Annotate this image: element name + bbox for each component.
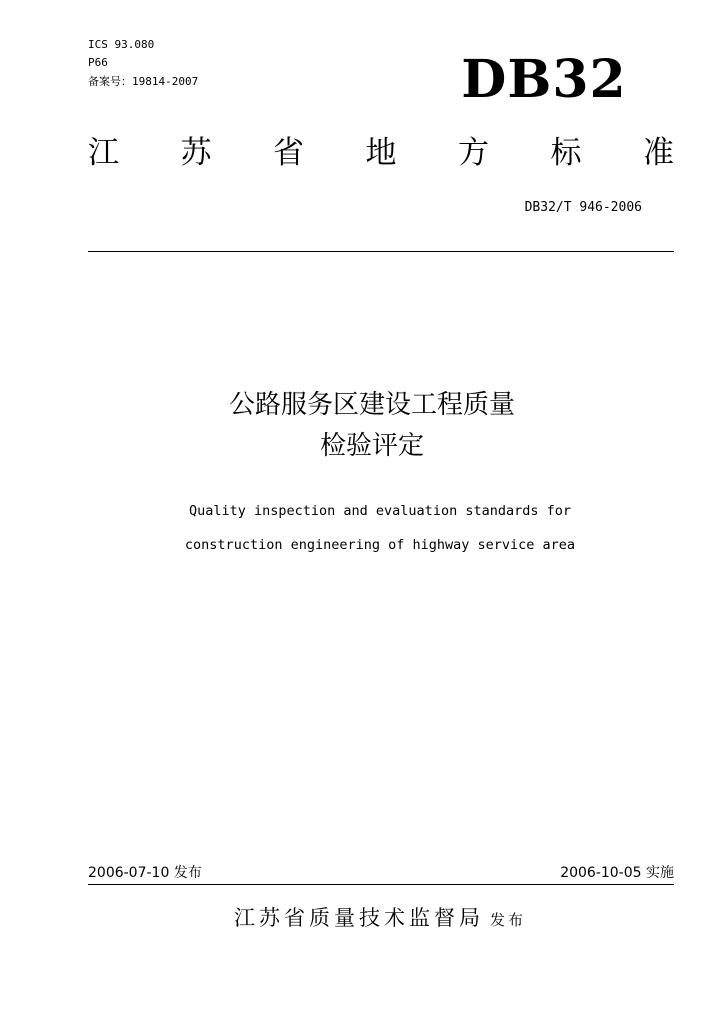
publisher-name: 江苏省质量技术监督局 — [233, 906, 484, 930]
implementation-date: 2006-10-05 实施 — [560, 865, 674, 881]
classification-code: P66 — [88, 56, 108, 69]
english-title-line-2: construction engineering of highway service area — [184, 537, 576, 553]
chinese-title-line-1: 公路服务区建设工程质量 — [228, 390, 515, 420]
issue-date: 2006-07-10 发布 — [88, 865, 202, 881]
publisher-line — [0, 903, 724, 935]
standard-number: DB32/T 946-2006 — [524, 200, 642, 215]
english-title-line-1: Quality inspection and evaluation standards for — [188, 503, 571, 519]
standard-logo: DB32 — [461, 49, 627, 110]
record-number: 备案号：19814-2007 — [88, 75, 199, 88]
header-divider — [88, 251, 674, 252]
standard-type-char: 苏 — [180, 135, 212, 171]
standard-type-char: 方 — [458, 135, 489, 171]
standard-type-char: 江 — [88, 135, 119, 171]
footer-divider — [88, 884, 674, 885]
publisher-suffix: 发布 — [489, 911, 526, 929]
ics-code: ICS 93.080 — [88, 38, 155, 51]
standard-type-char: 地 — [365, 135, 397, 171]
standard-type-heading — [88, 133, 674, 173]
standard-type-char: 准 — [643, 135, 674, 171]
chinese-title-line-2: 检验评定 — [319, 431, 424, 461]
standard-type-char: 省 — [273, 135, 304, 171]
standard-type-char: 标 — [550, 135, 582, 171]
